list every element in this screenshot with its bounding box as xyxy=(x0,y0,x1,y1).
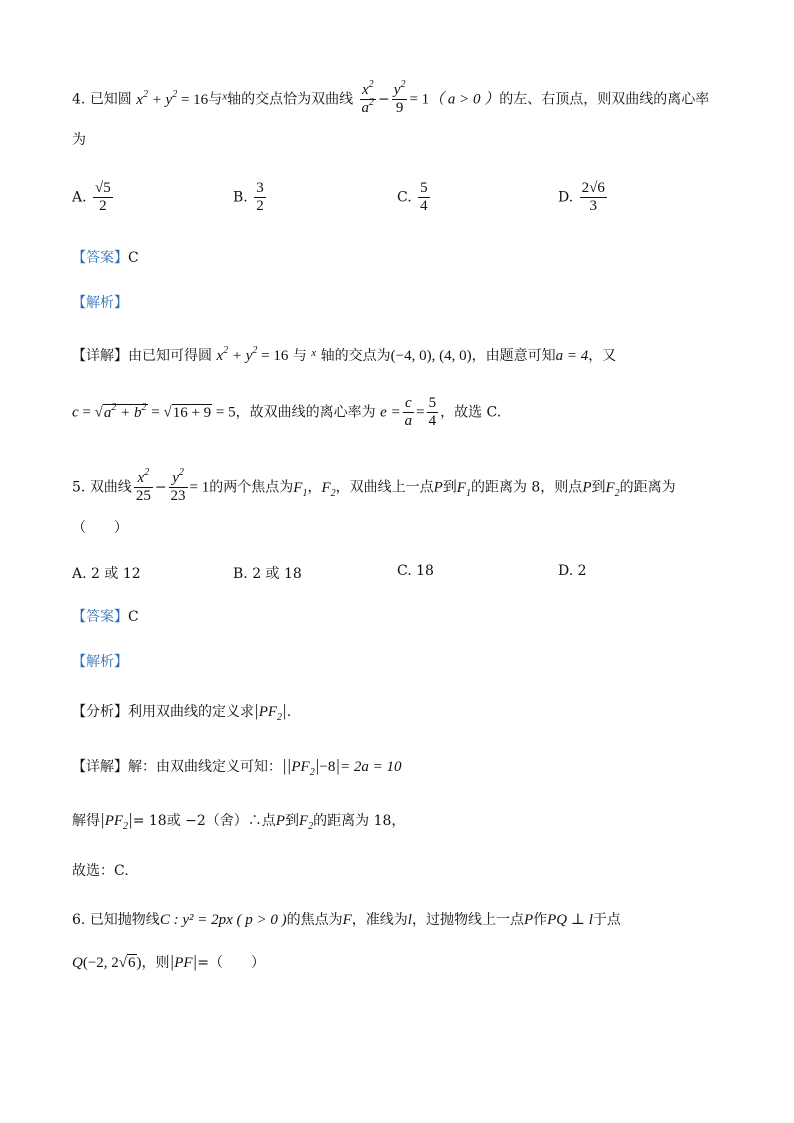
q4-detail-line2 xyxy=(72,395,501,430)
stem-text: 到 xyxy=(442,479,457,496)
circle-equation: $x^2 + y^2 = 16$ xyxy=(136,88,209,108)
q6-stem-line2 xyxy=(72,952,265,973)
q4-stem-line2: 为 xyxy=(72,132,86,148)
option-d xyxy=(558,180,609,215)
focus-f2: $F_2$ xyxy=(321,479,336,499)
detail-text: ，又 xyxy=(588,348,617,364)
e-lhs: e = xyxy=(380,404,401,421)
option-fraction: $\frac{5}{4}$ xyxy=(420,180,428,214)
option-a: A. 2 或 12 xyxy=(72,566,141,582)
q5-fenxi: 【分析】利用双曲线的定义求$|PF_2|$. xyxy=(72,701,292,723)
hyperbola-frac-y: $\frac{y^2}{9}$ xyxy=(393,79,406,116)
solve-text: 到 xyxy=(284,813,299,829)
stem-text: ，双曲线上一点 xyxy=(335,479,434,496)
stem-text: 双曲线 xyxy=(89,479,132,496)
equals: = xyxy=(416,404,425,421)
stem-text: 的距离为 xyxy=(619,479,676,496)
q-point: Q(−2, 2√6) xyxy=(72,955,142,971)
c-over-a: $\frac{c}{a}$ xyxy=(404,395,413,429)
option-label: A. xyxy=(72,189,87,206)
detail-text: 由已知可得圆 xyxy=(128,348,212,364)
circle-equation: $x^2 + y^2 = 16$ xyxy=(216,345,289,364)
option-c xyxy=(397,180,432,215)
def-rhs: = 2a = 10 xyxy=(340,759,402,775)
option-label: D. xyxy=(558,189,574,206)
q4-analysis xyxy=(72,293,128,313)
focus-f1: $F_1$ xyxy=(293,479,308,499)
stem-text: 的焦点为 xyxy=(286,912,343,928)
axis-var: x xyxy=(222,90,228,103)
answer-paren: （ ） xyxy=(72,520,128,536)
stem-text: 轴的交点恰为双曲线 xyxy=(227,91,354,108)
c-expression: $c = √a^2 + b^2 = √16 + 9 = 5$ xyxy=(72,401,236,421)
question-number: 5. xyxy=(72,479,86,496)
intersection-points: (−4, 0), (4, 0) xyxy=(390,348,472,364)
option-fraction: $\frac{√5}{2}$ xyxy=(95,180,111,214)
e-value: $\frac{5}{4}$ xyxy=(428,395,437,429)
stem-text: 的左、右顶点，则双曲线的离心率 xyxy=(499,91,710,108)
detail-text: ，由题意可知 xyxy=(471,348,556,364)
stem-text: ，则 xyxy=(141,955,170,971)
option-label: B. xyxy=(233,189,248,206)
stem-text: 到 xyxy=(591,479,606,496)
hyperbola-frac-y: $\frac{y^2}{23}$ xyxy=(170,467,186,504)
question-number: 4. xyxy=(72,91,86,108)
def-expression: $||PF_2|-8|$ xyxy=(282,756,341,778)
q4-detail-line1 xyxy=(72,343,616,366)
stem-text: 与 xyxy=(208,91,223,108)
solve-text: 的距离为 18， xyxy=(313,813,406,829)
condition: （ a > 0 ） xyxy=(429,91,500,108)
parabola-equation: C : y² = 2px ( p > 0 ) xyxy=(159,912,287,928)
solve-text: = 18或 −2（舍）∴点 xyxy=(132,813,276,829)
stem-text: 于点 xyxy=(592,912,621,928)
a-value: a = 4 xyxy=(555,348,589,364)
q5-choose: 故选：C. xyxy=(72,863,129,879)
stem-text: 的两个焦点为 xyxy=(209,479,294,496)
detail-tag: 【详解】 xyxy=(72,348,128,364)
option-label: C. xyxy=(397,189,412,206)
q5-solve: 解得$|PF_2|= 18$或 −2（舍）∴点P到$F_2$的距离为 18， xyxy=(72,810,406,832)
detail-text: 轴的交点为 xyxy=(320,348,391,364)
axis-var: x xyxy=(311,347,317,359)
option-fraction: $\frac{3}{2}$ xyxy=(256,180,264,214)
analysis-tag: 【解析】 xyxy=(72,295,128,311)
stem-text: =（ ） xyxy=(197,955,265,971)
q4-stem-line1: 4. 已知圆 $x^2 + y^2 = 16$与$^x$轴的交点恰为双曲线 $\frac{x^2}{a^2}$ − $\frac{y^2}{9}$ = 1（ a > 0 ）的左、右顶点，则双曲线的离心率 xyxy=(72,79,710,116)
stem-text: ，准线为 xyxy=(351,912,408,928)
hyperbola-frac-x: $\frac{x^2}{25}$ xyxy=(135,467,151,504)
analysis-tag: 【解析】 xyxy=(72,654,128,670)
detail-text: 解：由双曲线定义可知： xyxy=(128,759,282,775)
stem-text: 已知抛物线 xyxy=(89,912,160,928)
abs-pf: |PF| xyxy=(169,952,198,971)
option-c: C. 18 xyxy=(397,563,434,579)
q5-stem-line1: 5. 双曲线 $\frac{x^2}{25}$ − $\frac{y^2}{23}$ = 1的两个焦点为$F_1$，$F_2$，双曲线上一点P到$F_1$的距离为 8，则点P到$F_2$的距离为 xyxy=(72,467,676,504)
question-number: 6. xyxy=(72,912,86,928)
detail-text: ，故双曲线的离心率为 xyxy=(235,404,376,421)
q6-stem-line1: 6. 已知抛物线C : y² = 2px ( p > 0 )的焦点为F，准线为l，过抛物线上一点P作PQ ⊥ l于点 xyxy=(72,912,621,928)
q5-analysis xyxy=(72,652,128,672)
hyperbola-rhs: = 1 xyxy=(409,91,430,108)
stem-text: 已知圆 xyxy=(89,91,132,108)
stem-text: 的距离为 8，则点 xyxy=(470,479,583,496)
detail-tag: 【详解】 xyxy=(72,759,128,775)
answer-tag: 【答案】 xyxy=(72,250,128,266)
abs-pf2: $|PF_2|$ xyxy=(100,810,133,832)
detail-text: ，故选 C. xyxy=(440,404,502,421)
solve-text: 解得 xyxy=(72,813,100,829)
option-fraction: $\frac{2√6}{3}$ xyxy=(581,180,605,214)
answer-tag: 【答案】 xyxy=(72,609,128,625)
option-a xyxy=(72,180,115,215)
answer-value: C xyxy=(128,250,139,266)
q4-answer xyxy=(72,248,139,268)
stem-text: ，过抛物线上一点 xyxy=(411,912,524,928)
q5-answer xyxy=(72,607,139,627)
fenxi-tag: 【分析】 xyxy=(72,704,128,720)
q5-detail xyxy=(72,756,402,777)
abs-pf2: $|PF_2|$ xyxy=(254,701,287,723)
option-b xyxy=(233,180,268,215)
option-b: B. 2 或 18 xyxy=(233,566,302,582)
option-d: D. 2 xyxy=(558,563,587,579)
fenxi-text: 利用双曲线的定义求 xyxy=(128,704,254,720)
answer-value: C xyxy=(128,609,139,625)
hyperbola-frac-x: $\frac{x^2}{a^2}$ xyxy=(361,79,375,116)
stem-text: 作 xyxy=(533,912,548,928)
detail-text: 与 xyxy=(292,348,307,364)
